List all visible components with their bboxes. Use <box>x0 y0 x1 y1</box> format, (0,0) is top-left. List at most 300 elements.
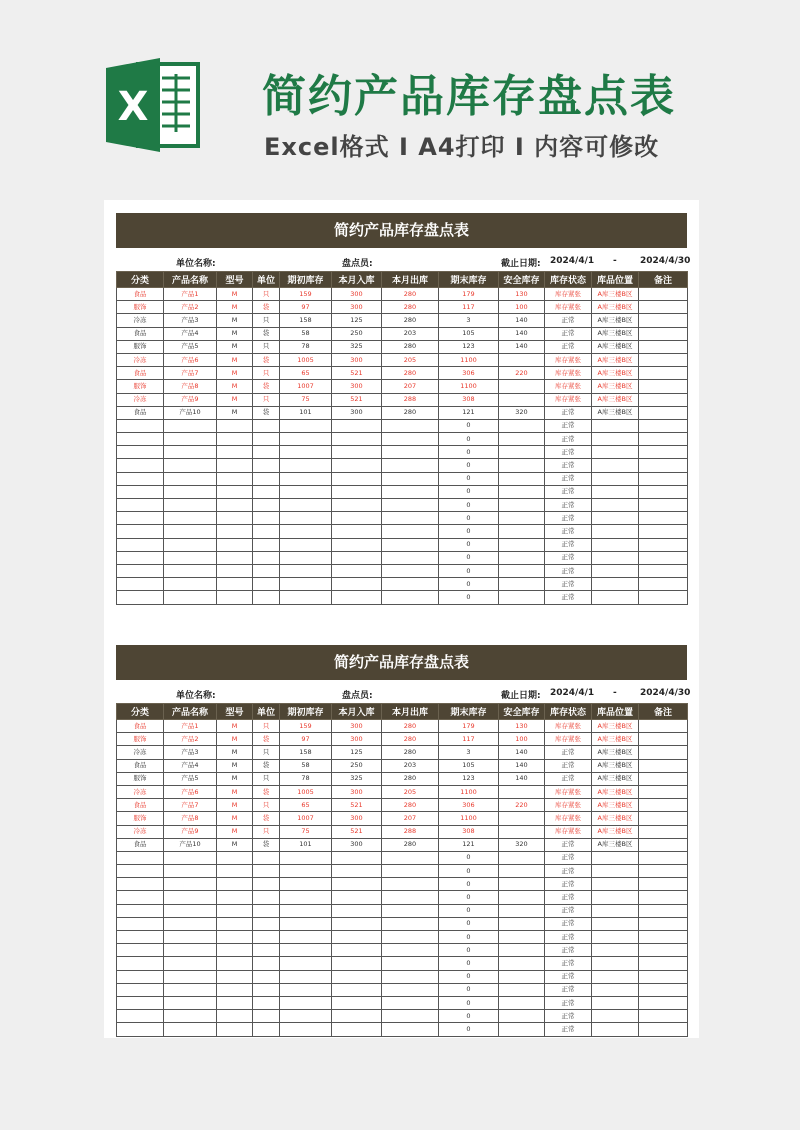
table-cell[interactable]: A库三楼B区 <box>592 314 639 327</box>
table-cell[interactable] <box>332 891 382 904</box>
table-cell[interactable] <box>164 1023 217 1036</box>
table-cell[interactable]: 158 <box>280 746 332 759</box>
table-cell[interactable] <box>499 525 545 538</box>
table-cell[interactable] <box>499 499 545 512</box>
table-cell[interactable]: 正常 <box>545 878 592 891</box>
table-cell[interactable] <box>117 878 164 891</box>
table-cell[interactable] <box>592 525 639 538</box>
table-cell[interactable]: 140 <box>499 746 545 759</box>
table-cell[interactable]: 220 <box>499 799 545 812</box>
table-cell[interactable] <box>217 944 253 957</box>
table-cell[interactable]: 207 <box>382 380 439 393</box>
table-cell[interactable] <box>382 851 439 864</box>
table-cell[interactable]: 65 <box>280 367 332 380</box>
table-cell[interactable] <box>164 525 217 538</box>
table-cell[interactable] <box>382 970 439 983</box>
table-cell[interactable] <box>639 983 688 996</box>
table-cell[interactable] <box>332 433 382 446</box>
table-cell[interactable]: 正常 <box>545 340 592 353</box>
table-cell[interactable]: 1005 <box>280 785 332 798</box>
table-cell[interactable] <box>217 419 253 432</box>
table-cell[interactable] <box>164 512 217 525</box>
table-cell[interactable] <box>217 499 253 512</box>
table-cell[interactable]: M <box>217 799 253 812</box>
table-cell[interactable] <box>382 917 439 930</box>
table-cell[interactable]: 0 <box>439 446 499 459</box>
table-cell[interactable]: 78 <box>280 340 332 353</box>
table-cell[interactable] <box>117 931 164 944</box>
table-cell[interactable] <box>639 353 688 366</box>
table-cell[interactable]: 库存紧张 <box>545 393 592 406</box>
table-cell[interactable]: 280 <box>382 340 439 353</box>
table-cell[interactable] <box>253 499 280 512</box>
table-cell[interactable]: 只 <box>253 825 280 838</box>
table-cell[interactable]: 280 <box>382 367 439 380</box>
table-cell[interactable]: 只 <box>253 340 280 353</box>
table-cell[interactable] <box>280 917 332 930</box>
table-cell[interactable] <box>639 512 688 525</box>
table-cell[interactable]: 306 <box>439 799 499 812</box>
table-cell[interactable] <box>639 446 688 459</box>
table-cell[interactable]: 300 <box>332 838 382 851</box>
table-cell[interactable]: 280 <box>382 288 439 301</box>
table-cell[interactable]: M <box>217 825 253 838</box>
table-cell[interactable]: 食品 <box>117 406 164 419</box>
table-cell[interactable]: M <box>217 340 253 353</box>
table-cell[interactable]: 220 <box>499 367 545 380</box>
table-cell[interactable] <box>332 538 382 551</box>
table-cell[interactable] <box>253 459 280 472</box>
table-cell[interactable] <box>592 551 639 564</box>
table-cell[interactable] <box>332 944 382 957</box>
table-cell[interactable]: 产品9 <box>164 393 217 406</box>
table-cell[interactable]: 203 <box>382 327 439 340</box>
table-cell[interactable] <box>253 525 280 538</box>
table-cell[interactable] <box>164 917 217 930</box>
table-cell[interactable]: 服饰 <box>117 733 164 746</box>
table-cell[interactable]: 179 <box>439 720 499 733</box>
table-cell[interactable]: 产品2 <box>164 301 217 314</box>
table-cell[interactable]: 140 <box>499 327 545 340</box>
table-cell[interactable] <box>499 380 545 393</box>
table-cell[interactable]: 只 <box>253 288 280 301</box>
table-cell[interactable] <box>164 878 217 891</box>
table-cell[interactable]: 冷冻 <box>117 746 164 759</box>
table-cell[interactable] <box>280 433 332 446</box>
table-cell[interactable]: A库三楼B区 <box>592 759 639 772</box>
table-cell[interactable] <box>280 499 332 512</box>
table-cell[interactable] <box>253 851 280 864</box>
table-cell[interactable] <box>499 983 545 996</box>
table-cell[interactable]: 101 <box>280 406 332 419</box>
table-cell[interactable]: 207 <box>382 812 439 825</box>
table-cell[interactable]: 0 <box>439 1010 499 1023</box>
table-cell[interactable]: 100 <box>499 301 545 314</box>
table-cell[interactable]: 食品 <box>117 327 164 340</box>
table-cell[interactable]: 158 <box>280 314 332 327</box>
table-cell[interactable] <box>117 485 164 498</box>
table-cell[interactable] <box>217 525 253 538</box>
table-cell[interactable]: 300 <box>332 288 382 301</box>
table-cell[interactable] <box>332 957 382 970</box>
table-cell[interactable]: M <box>217 327 253 340</box>
table-cell[interactable]: 58 <box>280 759 332 772</box>
table-cell[interactable]: 产品10 <box>164 406 217 419</box>
table-cell[interactable] <box>164 578 217 591</box>
table-cell[interactable]: 1100 <box>439 353 499 366</box>
table-cell[interactable] <box>332 931 382 944</box>
table-cell[interactable]: 300 <box>332 353 382 366</box>
table-cell[interactable] <box>332 512 382 525</box>
table-cell[interactable] <box>382 578 439 591</box>
table-cell[interactable] <box>382 472 439 485</box>
table-cell[interactable]: 产品4 <box>164 327 217 340</box>
table-cell[interactable]: 140 <box>499 314 545 327</box>
table-cell[interactable] <box>217 891 253 904</box>
table-cell[interactable]: 97 <box>280 733 332 746</box>
table-cell[interactable] <box>253 538 280 551</box>
table-cell[interactable] <box>499 459 545 472</box>
table-cell[interactable]: 产品4 <box>164 759 217 772</box>
table-cell[interactable]: 1007 <box>280 380 332 393</box>
table-cell[interactable]: 正常 <box>545 944 592 957</box>
table-cell[interactable] <box>592 499 639 512</box>
table-cell[interactable] <box>499 446 545 459</box>
table-cell[interactable] <box>217 1010 253 1023</box>
table-cell[interactable] <box>117 538 164 551</box>
table-cell[interactable]: M <box>217 380 253 393</box>
table-cell[interactable]: M <box>217 393 253 406</box>
table-cell[interactable]: 203 <box>382 759 439 772</box>
table-cell[interactable]: 正常 <box>545 459 592 472</box>
table-cell[interactable] <box>253 865 280 878</box>
table-cell[interactable]: 521 <box>332 367 382 380</box>
table-cell[interactable] <box>217 931 253 944</box>
table-cell[interactable]: 冷冻 <box>117 393 164 406</box>
table-cell[interactable] <box>499 393 545 406</box>
table-cell[interactable] <box>117 1023 164 1036</box>
table-cell[interactable]: 正常 <box>545 904 592 917</box>
table-cell[interactable] <box>639 785 688 798</box>
table-cell[interactable]: 140 <box>499 759 545 772</box>
table-cell[interactable]: 服饰 <box>117 772 164 785</box>
table-cell[interactable]: 正常 <box>545 996 592 1009</box>
table-cell[interactable] <box>280 1023 332 1036</box>
table-cell[interactable]: 正常 <box>545 1023 592 1036</box>
table-cell[interactable]: 300 <box>332 785 382 798</box>
table-cell[interactable] <box>382 957 439 970</box>
table-cell[interactable] <box>280 878 332 891</box>
table-cell[interactable]: 正常 <box>545 865 592 878</box>
table-cell[interactable]: 123 <box>439 772 499 785</box>
table-cell[interactable] <box>332 917 382 930</box>
table-cell[interactable]: A库三楼B区 <box>592 393 639 406</box>
table-cell[interactable]: 正常 <box>545 917 592 930</box>
table-cell[interactable] <box>117 904 164 917</box>
table-cell[interactable] <box>117 525 164 538</box>
table-cell[interactable]: 300 <box>332 380 382 393</box>
table-cell[interactable]: 3 <box>439 746 499 759</box>
table-cell[interactable]: 正常 <box>545 327 592 340</box>
table-cell[interactable]: 正常 <box>545 1010 592 1023</box>
table-cell[interactable] <box>117 983 164 996</box>
table-cell[interactable]: 280 <box>382 799 439 812</box>
table-cell[interactable] <box>639 1023 688 1036</box>
table-cell[interactable] <box>382 944 439 957</box>
table-cell[interactable] <box>382 564 439 577</box>
table-cell[interactable]: 正常 <box>545 551 592 564</box>
table-cell[interactable] <box>382 931 439 944</box>
table-cell[interactable] <box>382 1010 439 1023</box>
table-cell[interactable] <box>253 917 280 930</box>
table-cell[interactable]: 正常 <box>545 970 592 983</box>
table-cell[interactable]: 320 <box>499 838 545 851</box>
table-cell[interactable]: 正常 <box>545 485 592 498</box>
table-cell[interactable]: 正常 <box>545 538 592 551</box>
table-cell[interactable]: 库存紧张 <box>545 353 592 366</box>
table-cell[interactable]: A库三楼B区 <box>592 838 639 851</box>
table-cell[interactable]: 袋 <box>253 838 280 851</box>
table-cell[interactable] <box>217 865 253 878</box>
table-cell[interactable] <box>164 891 217 904</box>
table-cell[interactable] <box>164 538 217 551</box>
table-cell[interactable] <box>499 785 545 798</box>
table-cell[interactable]: 袋 <box>253 733 280 746</box>
table-cell[interactable] <box>592 564 639 577</box>
table-cell[interactable] <box>382 878 439 891</box>
table-cell[interactable] <box>332 591 382 604</box>
table-cell[interactable] <box>253 446 280 459</box>
table-cell[interactable] <box>592 996 639 1009</box>
table-cell[interactable] <box>253 578 280 591</box>
table-cell[interactable] <box>164 499 217 512</box>
table-cell[interactable] <box>499 551 545 564</box>
table-cell[interactable] <box>499 878 545 891</box>
table-cell[interactable] <box>280 957 332 970</box>
table-cell[interactable] <box>117 433 164 446</box>
table-cell[interactable] <box>253 1010 280 1023</box>
table-cell[interactable]: 产品9 <box>164 825 217 838</box>
table-cell[interactable] <box>639 419 688 432</box>
table-cell[interactable] <box>639 825 688 838</box>
table-cell[interactable]: 食品 <box>117 799 164 812</box>
table-cell[interactable]: 100 <box>499 733 545 746</box>
table-cell[interactable]: 288 <box>382 393 439 406</box>
table-cell[interactable]: 320 <box>499 406 545 419</box>
table-cell[interactable] <box>332 459 382 472</box>
table-cell[interactable] <box>117 865 164 878</box>
table-cell[interactable] <box>499 917 545 930</box>
table-cell[interactable] <box>499 851 545 864</box>
table-cell[interactable] <box>592 459 639 472</box>
table-cell[interactable]: 袋 <box>253 406 280 419</box>
table-cell[interactable] <box>592 904 639 917</box>
table-cell[interactable] <box>164 957 217 970</box>
table-cell[interactable]: 1100 <box>439 380 499 393</box>
table-cell[interactable]: A库三楼B区 <box>592 406 639 419</box>
table-cell[interactable] <box>639 367 688 380</box>
table-cell[interactable] <box>639 970 688 983</box>
table-cell[interactable] <box>117 499 164 512</box>
table-cell[interactable] <box>164 931 217 944</box>
table-cell[interactable]: 食品 <box>117 759 164 772</box>
table-cell[interactable] <box>639 578 688 591</box>
table-cell[interactable] <box>332 485 382 498</box>
table-cell[interactable] <box>253 878 280 891</box>
table-cell[interactable]: 0 <box>439 525 499 538</box>
table-cell[interactable]: 123 <box>439 340 499 353</box>
table-cell[interactable]: 袋 <box>253 353 280 366</box>
table-cell[interactable]: 服饰 <box>117 812 164 825</box>
table-cell[interactable] <box>592 538 639 551</box>
table-cell[interactable]: 1100 <box>439 812 499 825</box>
table-cell[interactable]: 库存紧张 <box>545 733 592 746</box>
table-cell[interactable] <box>499 578 545 591</box>
table-cell[interactable]: 0 <box>439 578 499 591</box>
table-cell[interactable] <box>332 472 382 485</box>
table-cell[interactable] <box>382 891 439 904</box>
table-cell[interactable]: 服饰 <box>117 301 164 314</box>
table-cell[interactable]: 521 <box>332 799 382 812</box>
table-cell[interactable] <box>332 578 382 591</box>
table-cell[interactable]: 250 <box>332 327 382 340</box>
table-cell[interactable]: 产品6 <box>164 353 217 366</box>
table-cell[interactable]: 0 <box>439 983 499 996</box>
table-cell[interactable] <box>639 327 688 340</box>
table-cell[interactable]: 0 <box>439 499 499 512</box>
table-cell[interactable]: M <box>217 288 253 301</box>
table-cell[interactable]: 0 <box>439 851 499 864</box>
table-cell[interactable] <box>117 891 164 904</box>
table-cell[interactable] <box>592 1023 639 1036</box>
table-cell[interactable] <box>332 525 382 538</box>
table-cell[interactable] <box>592 970 639 983</box>
table-cell[interactable]: 正常 <box>545 772 592 785</box>
table-cell[interactable] <box>164 970 217 983</box>
table-cell[interactable]: 产品3 <box>164 746 217 759</box>
table-cell[interactable] <box>499 812 545 825</box>
table-cell[interactable] <box>164 551 217 564</box>
table-cell[interactable] <box>332 851 382 864</box>
table-cell[interactable] <box>592 944 639 957</box>
table-cell[interactable]: 冷冻 <box>117 785 164 798</box>
table-cell[interactable] <box>592 878 639 891</box>
table-cell[interactable]: 75 <box>280 825 332 838</box>
table-cell[interactable] <box>639 944 688 957</box>
table-cell[interactable] <box>164 433 217 446</box>
table-cell[interactable]: 179 <box>439 288 499 301</box>
table-cell[interactable] <box>117 957 164 970</box>
table-cell[interactable] <box>639 917 688 930</box>
table-cell[interactable] <box>639 996 688 1009</box>
table-cell[interactable]: 159 <box>280 720 332 733</box>
table-cell[interactable] <box>639 733 688 746</box>
table-cell[interactable] <box>217 485 253 498</box>
table-cell[interactable]: 308 <box>439 393 499 406</box>
table-cell[interactable] <box>117 970 164 983</box>
table-cell[interactable]: 正常 <box>545 746 592 759</box>
table-cell[interactable]: 0 <box>439 538 499 551</box>
table-cell[interactable] <box>499 904 545 917</box>
table-cell[interactable]: 库存紧张 <box>545 380 592 393</box>
table-cell[interactable] <box>499 996 545 1009</box>
table-cell[interactable]: 产品5 <box>164 772 217 785</box>
table-cell[interactable] <box>592 891 639 904</box>
table-cell[interactable] <box>217 564 253 577</box>
table-cell[interactable]: 产品1 <box>164 288 217 301</box>
table-cell[interactable] <box>592 472 639 485</box>
table-cell[interactable] <box>217 904 253 917</box>
table-cell[interactable]: 正常 <box>545 983 592 996</box>
table-cell[interactable]: 正常 <box>545 499 592 512</box>
table-cell[interactable]: 78 <box>280 772 332 785</box>
table-cell[interactable] <box>217 538 253 551</box>
table-cell[interactable]: 0 <box>439 878 499 891</box>
table-cell[interactable]: 冷冻 <box>117 825 164 838</box>
table-cell[interactable] <box>499 957 545 970</box>
table-cell[interactable] <box>499 970 545 983</box>
table-cell[interactable]: 产品7 <box>164 799 217 812</box>
table-cell[interactable] <box>639 380 688 393</box>
table-cell[interactable] <box>280 472 332 485</box>
table-cell[interactable]: 产品1 <box>164 720 217 733</box>
table-cell[interactable]: 正常 <box>545 838 592 851</box>
table-cell[interactable] <box>499 931 545 944</box>
table-cell[interactable]: M <box>217 785 253 798</box>
table-cell[interactable]: A库三楼B区 <box>592 327 639 340</box>
table-cell[interactable] <box>253 891 280 904</box>
table-cell[interactable]: 0 <box>439 551 499 564</box>
table-cell[interactable]: 280 <box>382 733 439 746</box>
table-cell[interactable] <box>382 996 439 1009</box>
table-cell[interactable] <box>382 551 439 564</box>
table-cell[interactable] <box>217 851 253 864</box>
table-cell[interactable]: 正常 <box>545 759 592 772</box>
table-cell[interactable]: 0 <box>439 459 499 472</box>
table-cell[interactable]: 产品8 <box>164 812 217 825</box>
table-cell[interactable] <box>217 970 253 983</box>
table-cell[interactable] <box>639 538 688 551</box>
table-cell[interactable] <box>332 564 382 577</box>
table-cell[interactable]: A库三楼B区 <box>592 380 639 393</box>
table-cell[interactable] <box>164 459 217 472</box>
table-cell[interactable]: 冷冻 <box>117 353 164 366</box>
table-cell[interactable]: 280 <box>382 838 439 851</box>
table-cell[interactable]: 正常 <box>545 512 592 525</box>
table-cell[interactable] <box>280 983 332 996</box>
table-cell[interactable] <box>639 472 688 485</box>
table-cell[interactable] <box>332 878 382 891</box>
table-cell[interactable] <box>217 578 253 591</box>
table-cell[interactable]: A库三楼B区 <box>592 746 639 759</box>
table-cell[interactable] <box>499 512 545 525</box>
table-cell[interactable]: 产品8 <box>164 380 217 393</box>
table-cell[interactable] <box>592 485 639 498</box>
table-cell[interactable] <box>280 904 332 917</box>
table-cell[interactable]: 0 <box>439 957 499 970</box>
table-cell[interactable] <box>639 772 688 785</box>
table-cell[interactable] <box>382 446 439 459</box>
table-cell[interactable]: 库存紧张 <box>545 799 592 812</box>
table-cell[interactable] <box>117 996 164 1009</box>
table-cell[interactable] <box>639 499 688 512</box>
table-cell[interactable] <box>117 512 164 525</box>
table-cell[interactable] <box>117 1010 164 1023</box>
table-cell[interactable] <box>332 970 382 983</box>
table-cell[interactable] <box>639 812 688 825</box>
table-cell[interactable]: 0 <box>439 564 499 577</box>
table-cell[interactable] <box>639 564 688 577</box>
